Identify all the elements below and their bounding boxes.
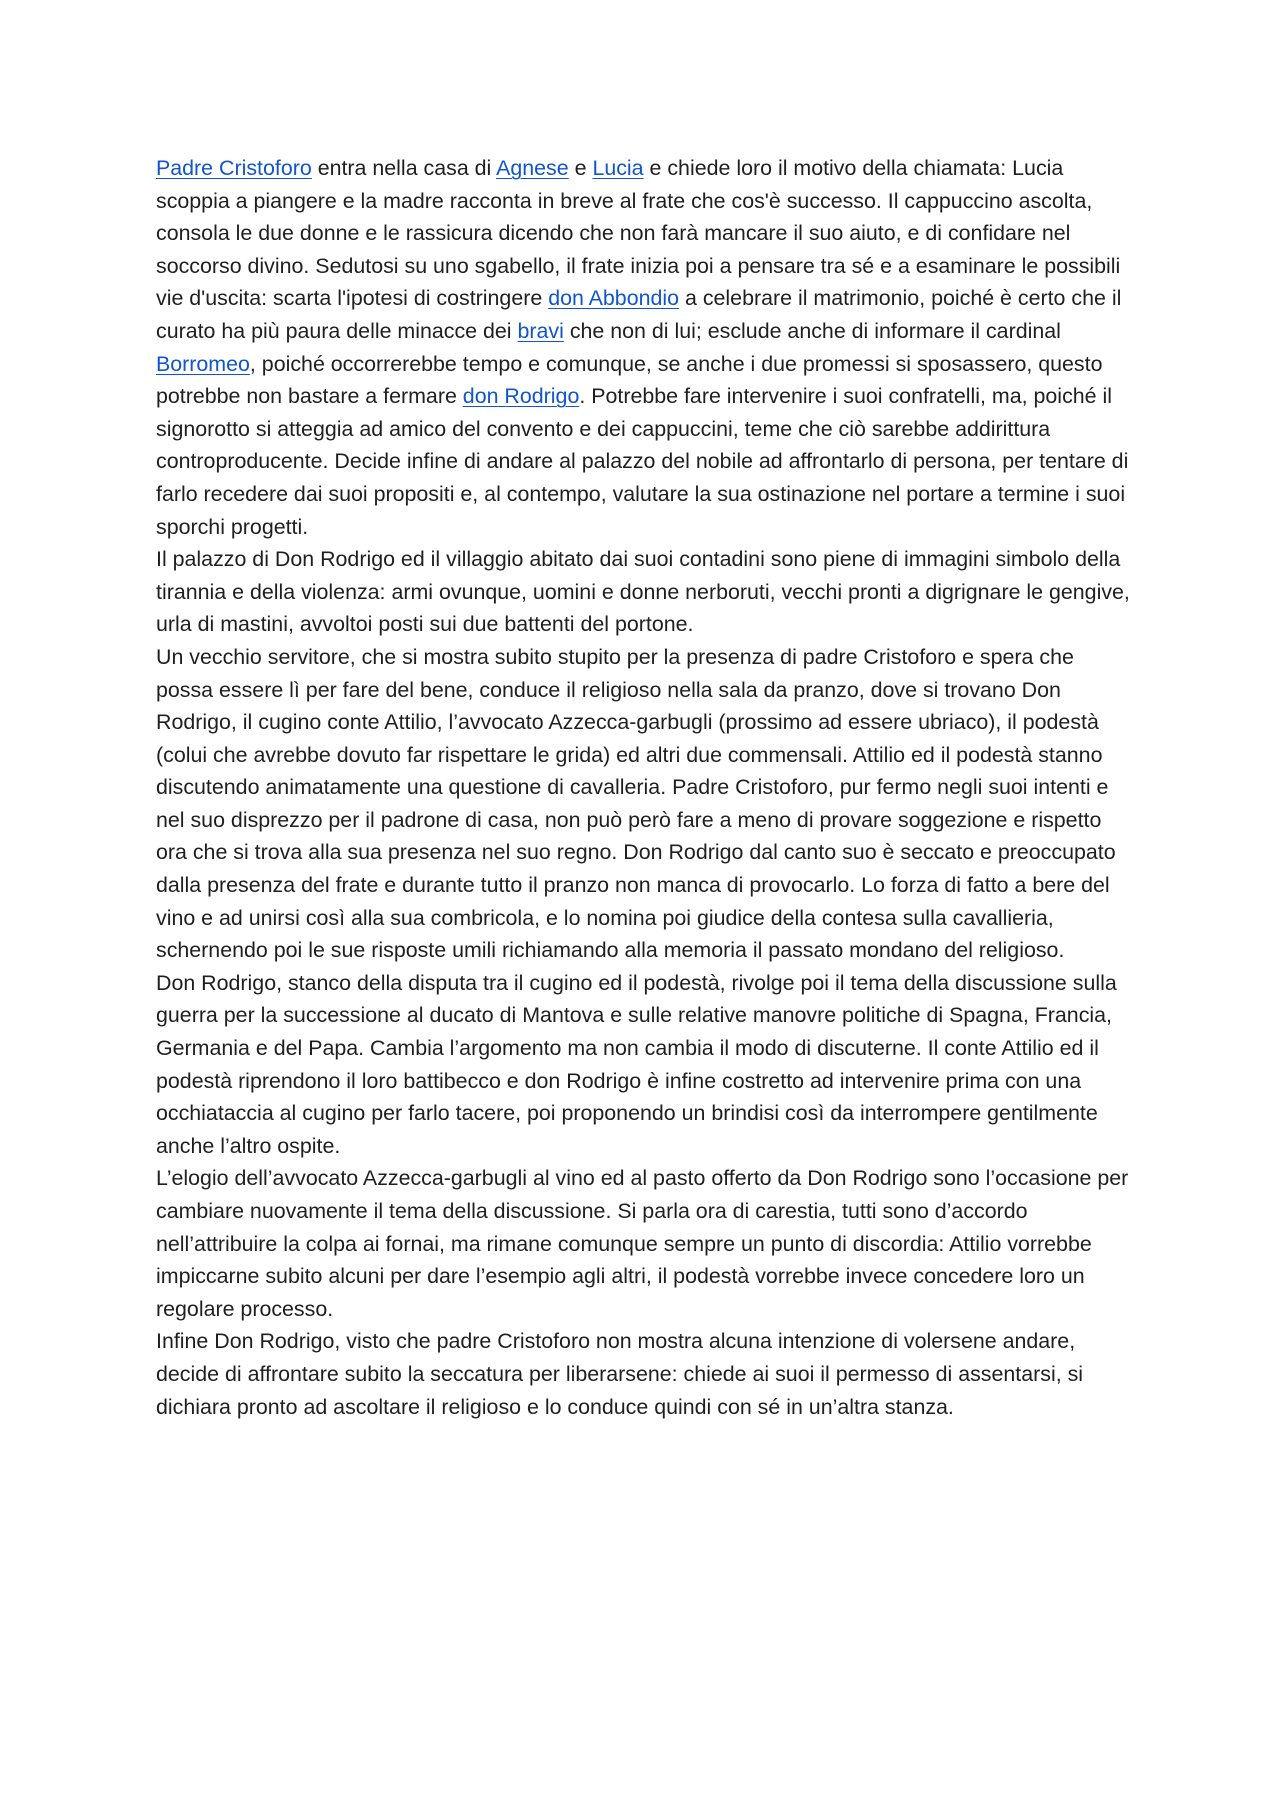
paragraph-padre-cristoforo-visit [156,152,1136,543]
link-don-abbondio[interactable]: don Abbondio [548,286,680,311]
paragraph-text: . Potrebbe fare intervenire i suoi confratelli, ma, poiché il signorotto si atteggia ad amico del convento e dei cappuccini, teme che ciò sarebbe addirittura controproducente. Decide infine di andare al palazzo del nobile ad affrontarlo di persona, per tentare di farlo recedere dai suoi propositi e, al contempo, valutare la sua ostinazione nel portare a termine i suoi sporchi progetti. [156,384,1129,539]
paragraph-text: che non di lui; esclude anche di informare il cardinal [563,318,1061,343]
paragraph-text: e chiede loro il motivo della chiamata: Lucia scoppia a piangere e la madre racconta in breve al frate che cos'è successo. Il cappuccino ascolta, consola le due donne e le rassicura dicendo che non farà mancare il suo aiuto, e di confidare nel soccorso divino. Sedutosi su uno sgabello, il frate inizia poi a pensare tra sé e a esaminare le possibili vie d'uscita: scarta l'ipotesi di costringere [156,156,1121,311]
paragraph-text: e [568,156,593,180]
link-don-rodrigo[interactable]: don Rodrigo [462,384,580,409]
paragraph-conclusione: Infine Don Rodrigo, visto che padre Cristoforo non mostra alcuna intenzione di volersene andare, decide di affrontare subito la seccatura per liberarsene: chiede ai suoi il permesso di assentarsi, si dichiara pronto ad ascoltare il religioso e lo conduce quindi con sé in un’altra stanza. [156,1329,1084,1419]
link-padre-cristoforo[interactable]: Padre Cristoforo [156,156,312,180]
paragraph-text: entra nella casa di [311,156,497,180]
paragraph-text: a celebrare il matrimonio, poiché è certo che il curato ha più paura delle minacce dei [156,286,1122,343]
link-bravi[interactable]: bravi [517,318,564,343]
paragraph-servitore: Un vecchio servitore, che si mostra subito stupito per la presenza di padre Cristoforo e spera che possa essere lì per fare del bene, conduce il religioso nella sala da pranzo, dove si trovano Don Rodrigo, il cugino conte Attilio, l’avvocato Azzecca-garbugli (prossimo ad essere ubriaco), il podestà (colui che avrebbe dovuto far rispettare le grida) ed altri due commensali. Attilio ed il podestà stanno discutendo animatamente una questione di cavalleria. Padre Cristoforo, pur fermo negli suoi intenti e nel suo disprezzo per il padrone di casa, non può però fare a meno di provare soggezione e rispetto ora che si trova alla sua presenza nel suo regno. Don Rodrigo dal canto suo è seccato e preoccupato dalla presenza del frate e durante tutto il pranzo non manca di provocarlo. Lo forza di fatto a bere del vino e ad unirsi così alla sua combricola, e lo nomina poi giudice della contesa sulla cavallieria, schernendo poi le sue risposte umili richiamando alla memoria il passato mondano del religioso. [156,644,1116,963]
link-borromeo[interactable]: Borromeo [156,351,250,376]
link-lucia[interactable]: Lucia [592,156,644,180]
document-body [156,152,1136,1423]
link-agnese[interactable]: Agnese [496,156,569,180]
paragraph-disputa: Don Rodrigo, stanco della disputa tra il cugino ed il podestà, rivolge poi il tema della discussione sulla guerra per la successione al ducato di Mantova e sulle relative manovre politiche di Spagna, Francia, Germania e del Papa. Cambia l’argomento ma non cambia il modo di discuterne. Il conte Attilio ed il podestà riprendono il loro battibecco e don Rodrigo è infine costretto ad intervenire prima con una occhiataccia al cugino per farlo tacere, poi proponendo un brindisi così da interrompere gentilmente anche l’altro ospite. [156,970,1117,1158]
paragraph-text: , poiché occorrerebbe tempo e comunque, se anche i due promessi si sposassero, questo potrebbe non bastare a fermare [156,351,1103,409]
paragraph-elogio: L’elogio dell’avvocato Azzecca-garbugli al vino ed al pasto offerto da Don Rodrigo sono l’occasione per cambiare nuovamente il tema della discussione. Si parla ora di carestia, tutti sono d’accordo nell’attribuire la colpa ai fornai, ma rimane comunque sempre un punto di discordia: Attilio vorrebbe impiccarne subito alcuni per dare l’esempio agli altri, il podestà vorrebbe invece concedere loro un regolare processo. [156,1166,1129,1321]
paragraph-palazzo: Il palazzo di Don Rodrigo ed il villaggio abitato dai suoi contadini sono piene di immagini simbolo della tirannia e della violenza: armi ovunque, uomini e donne nerboruti, vecchi pronti a digrignare le gengive, urla di mastini, avvoltoi posti sui due battenti del portone. [156,547,1130,637]
